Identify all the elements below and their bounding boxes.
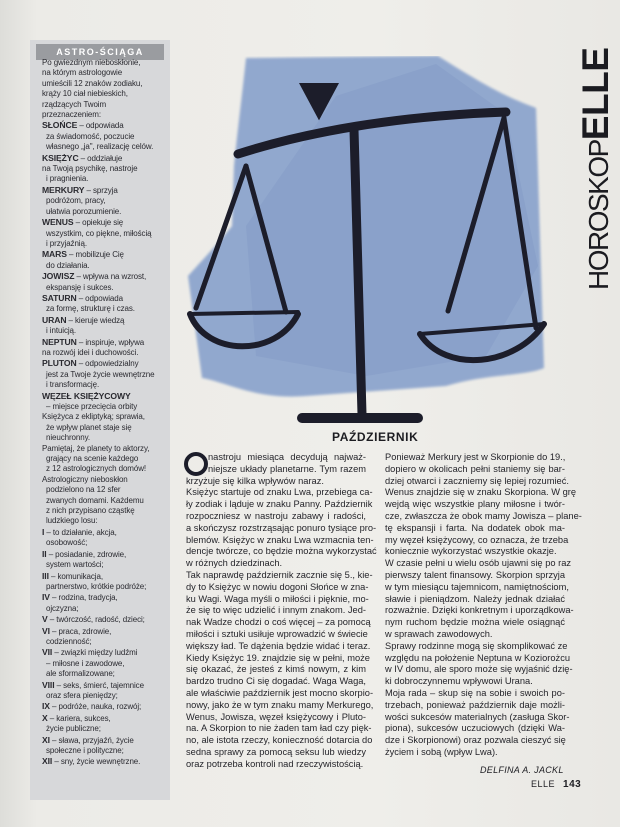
article-line: piona), sukcesów uczuciowych (dzięki Wa-	[385, 723, 565, 734]
article-line: w sprawach zawodowych.	[385, 628, 493, 639]
sidebar-line: I – to działanie, akcja,	[42, 526, 117, 537]
article-line: Moja rada – skup się na sobie i swoich po-	[385, 687, 565, 698]
sidebar-line: umieścili 12 znaków zodiaku,	[42, 78, 143, 88]
article-line: w tym miesiącu tajemnicom, namiętnościom,	[385, 581, 569, 592]
article-line: ki dobroczynnemu wpływowi Urana.	[385, 676, 533, 687]
article-line: Wenus znajdzie się w znaku Skorpiona. W grę	[385, 487, 577, 498]
sidebar-line: i intuicją.	[46, 326, 77, 336]
sidebar-line: zwanych domami. Każdemu	[46, 495, 144, 505]
sidebar-line: WĘZEŁ KSIĘŻYCOWY	[42, 390, 131, 401]
sidebar-line: ale sformalizowane;	[46, 669, 115, 679]
sidebar-line: III – komunikacja,	[42, 570, 103, 581]
sidebar-line: X – kariera, sukces,	[42, 712, 111, 723]
sidebar-line: Astrologiczny nieboskłon	[42, 474, 128, 484]
sidebar-line: system wartości;	[46, 560, 104, 570]
sidebar-line: nieuchronny.	[46, 433, 91, 443]
sidebar-line: za świadomość, poczucie	[46, 131, 135, 141]
article-line: ku Wagi. Waga myśli o miłości i pięknie, mo-	[186, 593, 369, 604]
sidebar-line: przeznaczeniem:	[42, 110, 101, 120]
article-line: że się to więc udzielić i innym znakom. Jed-	[186, 605, 366, 616]
article-line: pierwszy talent finansowy. Skorpion sprzyja	[385, 569, 565, 580]
sidebar-line: Księżyca z ekliptyką; sprawia,	[42, 412, 145, 422]
article-line: rozpoczniesz w nastroju zabawy i radości,	[186, 510, 366, 521]
article-line: krzyżuje się kilka wpływów naraz.	[186, 475, 324, 486]
libra-scales-illustration	[186, 56, 550, 424]
sidebar-line: URAN – kieruje wiedzą	[42, 314, 125, 325]
folio-magazine: ELLE	[531, 779, 556, 789]
article-line: na. A Skorpion to nie żaden tam ład czy pięk-	[186, 723, 372, 734]
article-line: dy to Księżyc w nowiu dogoni Słońce w zna-	[186, 581, 369, 592]
sidebar-line: SATURN – odpowiada	[42, 292, 123, 303]
sidebar-line: MERKURY – sprzyja	[42, 184, 118, 195]
sidebar-line: SŁOŃCE – odpowiada	[42, 120, 124, 131]
article-line: dziej otwarci i zaczniemy się lepiej rozumieć.	[385, 475, 569, 486]
article-line: nowy, jako że w tym znaku mamy Merkurego,	[186, 699, 374, 710]
article-line: W czasie pełni u wielu osób ujawni się po raz	[385, 558, 572, 569]
sidebar-line: WENUS – opiekuje się	[42, 217, 124, 228]
sidebar-line: II – posiadanie, zdrowie,	[42, 548, 127, 559]
article-line: życiem i sobą (wpływ Lwa).	[385, 746, 498, 757]
sidebar-line: własnego „ja", realizację celów.	[46, 142, 154, 152]
article-line: Kiedy Księżyc 19. znajdzie się w pełni, może	[186, 652, 370, 663]
sidebar-line: NEPTUN – inspiruje, wpływa	[42, 336, 145, 347]
sidebar-line: podzielono na 12 sfer	[46, 485, 121, 495]
article-line: nak Wadze chodzi o coś więcej – za pomocą	[186, 617, 371, 628]
sidebar-line: IV – rodzina, tradycja,	[42, 592, 118, 603]
sidebar-line: grający na scenie każdego	[46, 454, 139, 464]
article-line: tę ekspansji i farta. Na dodatek obok ma-	[385, 522, 565, 533]
article-line: oraz potrzeba kontroli nad rzeczywistością.	[186, 758, 364, 769]
sidebar-line: na rozwój idei i duchowości.	[42, 347, 139, 357]
sidebar-line: XI – sława, przyjaźń, życie	[42, 734, 134, 745]
sidebar-line: do działania.	[46, 260, 90, 270]
article-line: się okazać, że jesteś z kimś nowym, z kim	[186, 664, 366, 675]
article-line: wejdą więc wszystkie plany miłosne i twór-	[385, 499, 565, 510]
title-elle: ELLE	[575, 47, 616, 141]
sidebar-line: podróżom, pracy,	[46, 196, 106, 206]
sidebar-line: jest za Twoje życie wewnętrzne	[46, 369, 155, 379]
sidebar-line: wszystkim, co piękne, miłością	[46, 228, 152, 238]
svg-text:O: O	[184, 451, 185, 452]
sidebar-line: oraz sfera pieniędzy;	[46, 690, 118, 700]
sidebar-line: ojczyzna;	[46, 603, 79, 613]
sidebar-line: społeczne i polityczne;	[46, 746, 124, 755]
sidebar-line: VI – praca, zdrowie,	[42, 625, 112, 636]
sidebar-line: ekspansję i sukces.	[46, 282, 114, 292]
sidebar-line: na Twoją psychikę, nastroje	[42, 164, 138, 174]
article-line: wości sukcesów materialnych (zasługa Skor-	[385, 711, 570, 722]
sidebar-line: Pamiętaj, że planety to aktorzy,	[42, 443, 150, 453]
article-line: w różnych dziedzinach.	[186, 558, 283, 569]
article-line: większy ład. Te dążenia będzie widać i teraz.	[186, 640, 371, 651]
article-line: Wenus, Jowisza, węzeł księżycowy i Pluto-	[186, 711, 366, 722]
article-line: Ponieważ Merkury jest w Skorpionie do 19.,	[385, 452, 566, 462]
article-line: blemów. Księżyc w znaku Lwa wzmacnia ten-	[186, 534, 374, 545]
sidebar-line: życie publiczne;	[46, 724, 101, 734]
sidebar-line: KSIĘŻYC – oddziałuje	[42, 152, 123, 163]
article-line: Sprawy rodzinne mogą się skomplikować ze	[385, 640, 568, 651]
article-line: cze, zwłaszcza że obok mamy Jowisza – plane-	[385, 510, 582, 521]
article-line: koniecznie wykorzystać wszystkie okazje.	[385, 546, 557, 557]
article-title: PAŹDZIERNIK	[332, 430, 419, 444]
article-column-1	[186, 452, 377, 771]
article-line: miłości i sztuki usiłuje wprowadzić w świecie	[186, 628, 368, 639]
sidebar-line: z nich przypisano cząstkę	[46, 506, 135, 516]
article-line: Tak naprawdę październik zacznie się 5., kie-	[186, 569, 373, 580]
sidebar-line: XII – sny, życie wewnętrzne.	[42, 756, 141, 767]
author-signature: DELFINA A. JACKL	[480, 765, 564, 775]
article-line: dopiero w okolicach pełni staniemy się bar-	[385, 463, 565, 474]
article-line: niejsze układy planetarne. Tym razem	[208, 463, 366, 474]
sidebar-line: VIII – seks, śmierć, tajemnice	[42, 679, 144, 690]
sidebar-line: PLUTON – odpowiedzialny	[42, 358, 139, 369]
sidebar-text	[42, 58, 166, 768]
vertical-title	[556, 40, 616, 290]
sidebar-line: za formę, strukturę i czas.	[46, 304, 135, 314]
sidebar-line: Po gwiezdnym nieboskłonie,	[42, 58, 141, 67]
article-column-2	[385, 452, 582, 759]
article-line: bardzo trudno Ci się dogadać. Waga Waga,	[186, 676, 366, 687]
page-folio	[531, 779, 581, 790]
article-line: nym ruchom będzie można wiele osiągnąć	[385, 617, 565, 628]
sidebar-line: rządzących Twoim	[42, 99, 107, 109]
article-line: rozważnie. Dzięki konkretnym i uporządkowa-	[385, 605, 574, 616]
page-number: 143	[563, 779, 582, 790]
article-line: trzebach, ponieważ październik daje możli-	[385, 699, 565, 710]
sidebar-line: V – twórczość, radość, dzieci;	[42, 614, 145, 625]
sidebar-line: z 12 astrologicznych domów!	[46, 464, 147, 474]
sidebar-line: JOWISZ – wpływa na wzrost,	[42, 271, 147, 282]
article-line: dze i Skorpionowi) oraz pozwala cieszyć się	[385, 735, 566, 746]
article-line: względu na położenie Neptuna w Koziorożcu	[385, 652, 571, 663]
article-line: dencje twórcze, co będzie można wykorzystać	[186, 546, 377, 557]
sidebar-line: że wpływ planet staje się	[46, 422, 132, 432]
sidebar-line: IX – podróże, nauka, rozwój;	[42, 701, 142, 712]
sidebar-header: ASTRO-ŚCIĄGA	[36, 44, 164, 60]
article-line: nastroju miesiąca decydują najważ-	[208, 452, 366, 462]
article-line: ły zodiak i ląduje w znaku Panny. Październik	[186, 499, 373, 510]
article-line: sławie i pieniądzom. Należy jednak działać	[385, 593, 565, 604]
sidebar-line: MARS – mobilizuje Cię	[42, 249, 124, 260]
article-line: Księżyc startuje od znaku Lwa, przebiega ca-	[186, 487, 373, 498]
title-horoskop: HOROSKOP	[583, 140, 614, 290]
sidebar-line: krąży 10 ciał niebieskich,	[42, 89, 128, 99]
sidebar-line: na którym astrologowie	[42, 68, 123, 78]
sidebar-line: VII – związki między ludźmi	[42, 647, 138, 658]
article-line: w IV domu, ale sporo może się wyjaśnić dzię-	[385, 664, 573, 675]
article-line: sedna sprawy za pomocą seksu lub wiedzy	[186, 746, 366, 757]
article-line: no, ale istota rzeczy, konieczność dotarcia do	[186, 735, 373, 746]
sidebar-line: codzienność;	[46, 636, 92, 646]
sidebar-line: partnerstwo, krótkie podróże;	[46, 581, 147, 591]
sidebar-line: ludzkiego losu:	[46, 516, 98, 526]
sidebar-line: – miejsce przecięcia orbity	[46, 402, 138, 411]
sidebar-line: osobowość;	[46, 538, 88, 548]
article-line: a skończysz rozstrząsając ponuro tysiące pro-	[186, 522, 377, 533]
sidebar-line: ułatwia porozumienie.	[46, 206, 122, 216]
article-line: my węzeł księżycowy, co oznacza, że trzeba	[385, 534, 569, 545]
sidebar-line: i pragnienia.	[46, 174, 89, 184]
article-line: ale właściwie październik jest mocno skorpio-	[186, 687, 374, 698]
sidebar-line: i transformację.	[46, 380, 100, 390]
sidebar-line: – miłosne i zawodowe,	[46, 658, 125, 668]
sidebar-line: i przyjaźnią.	[46, 238, 87, 248]
